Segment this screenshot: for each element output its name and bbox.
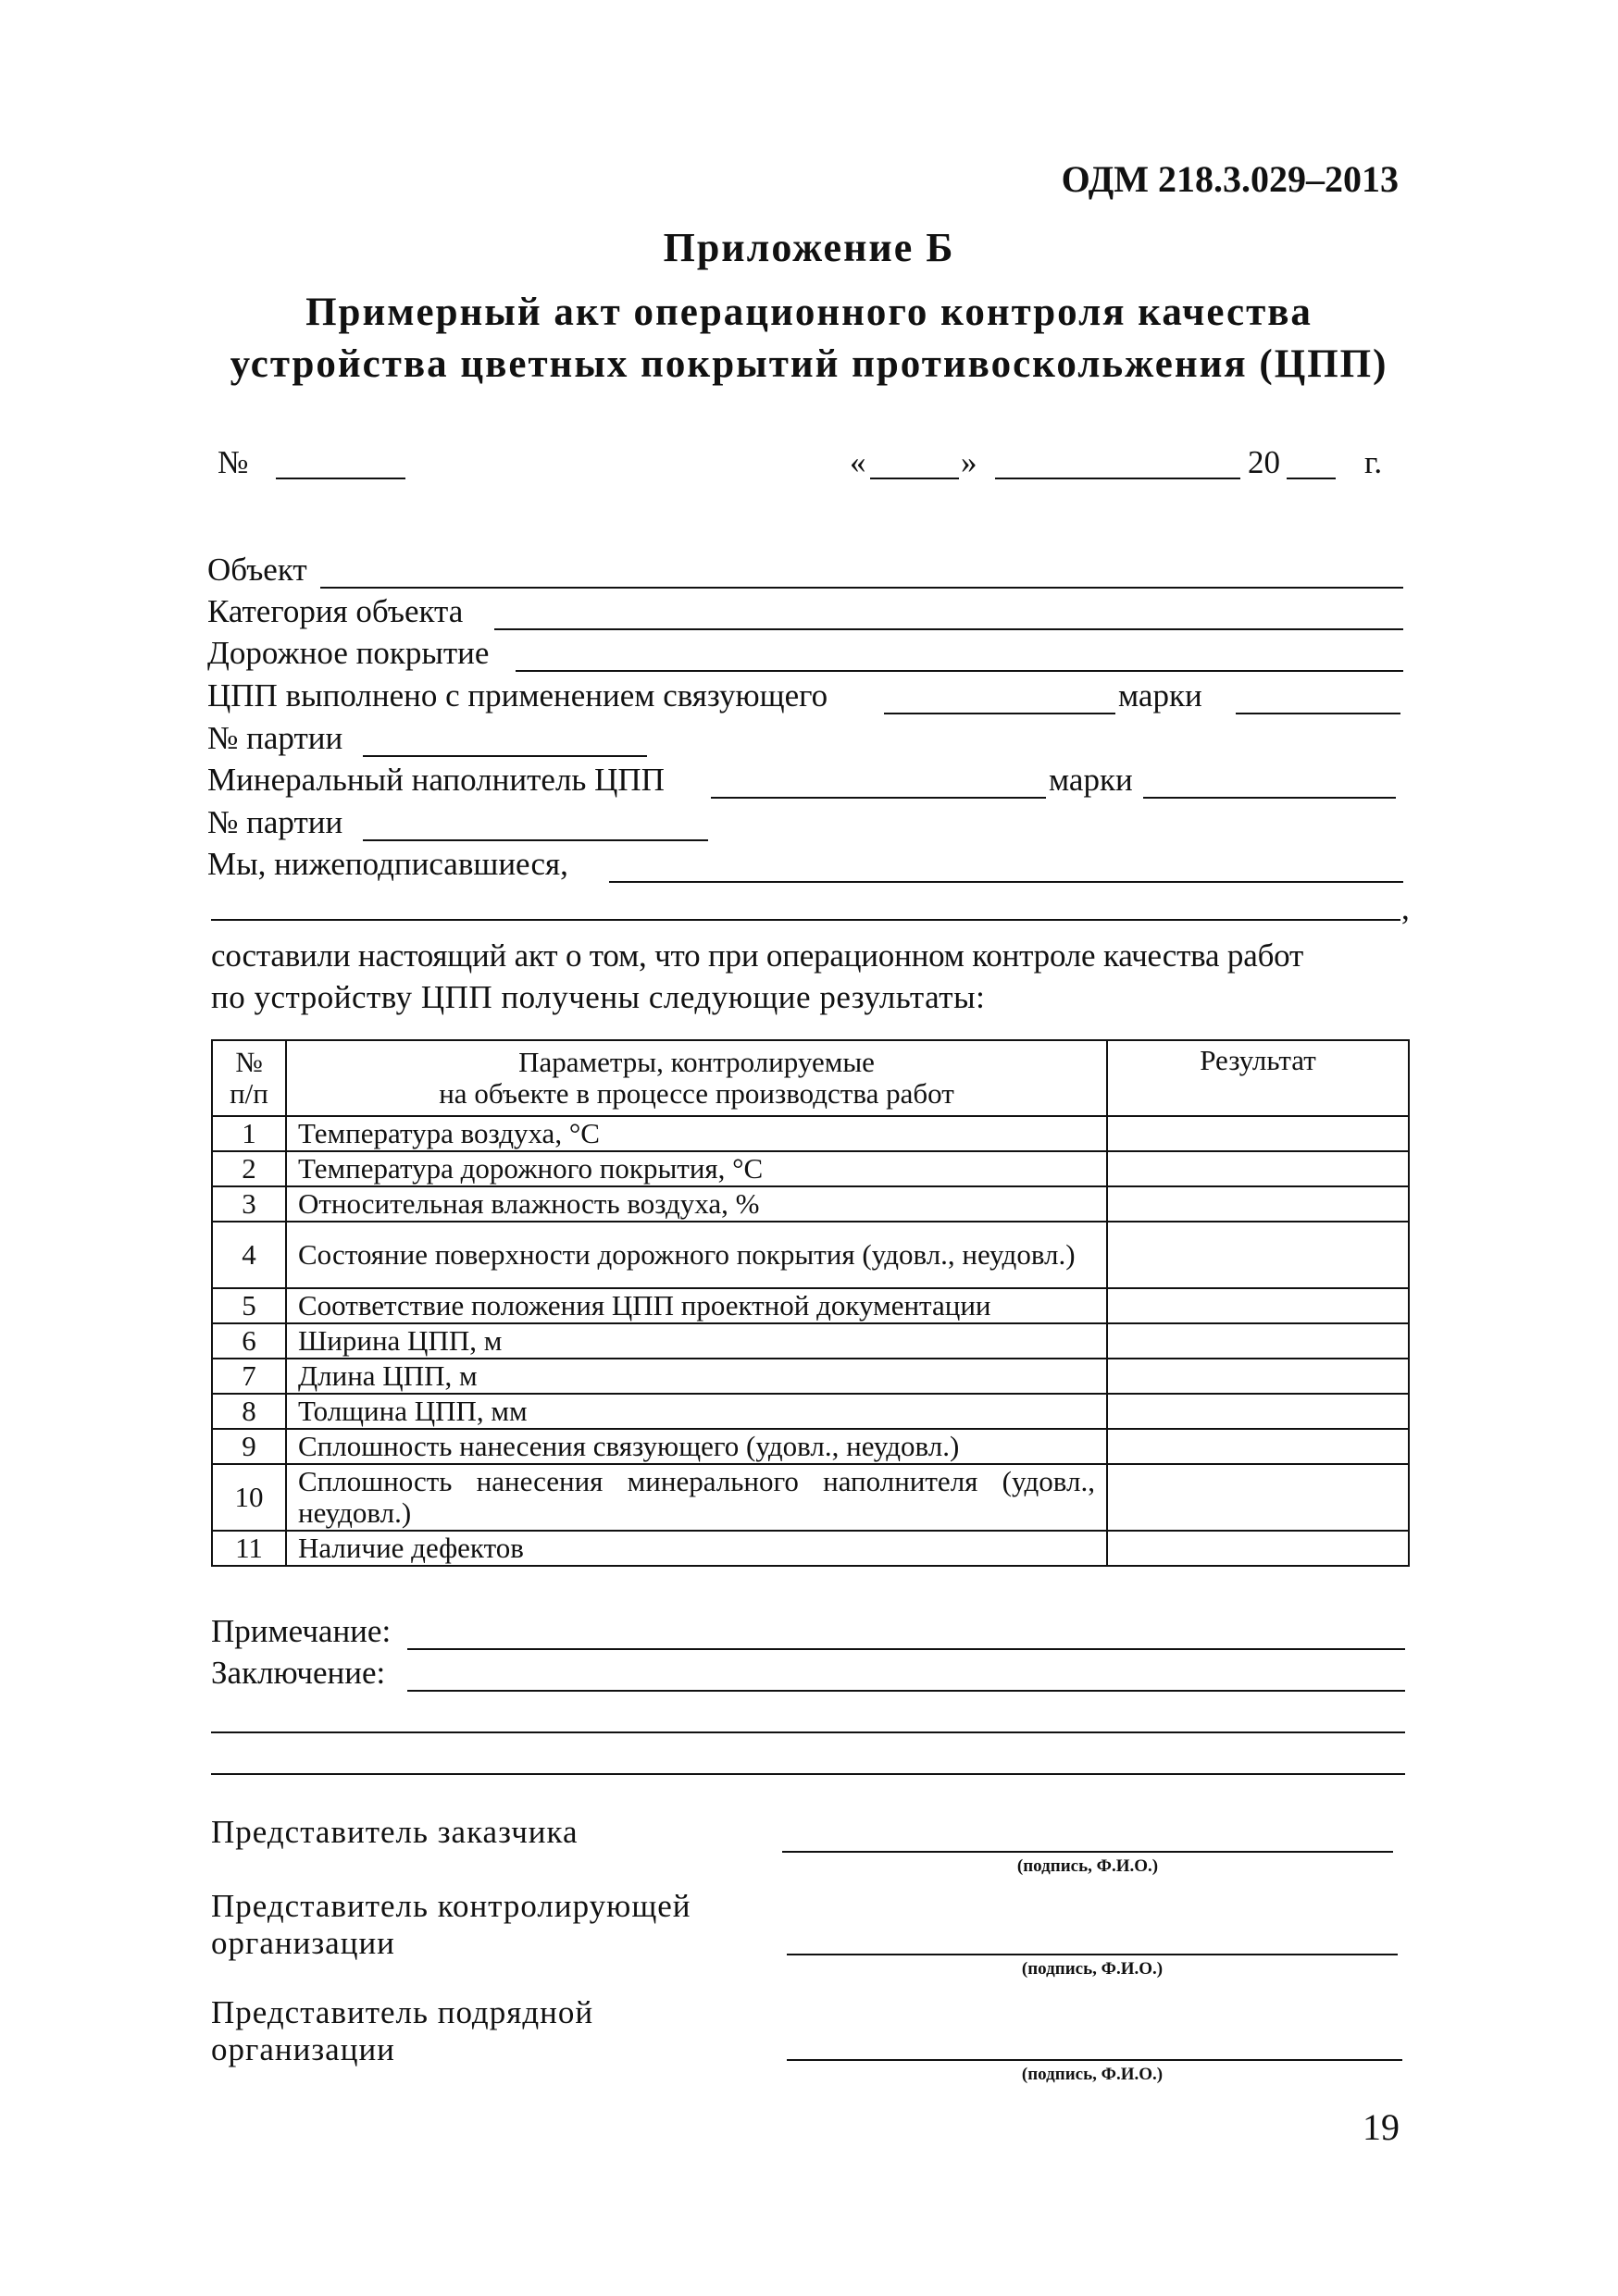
statement-line-1: составили настоящий акт о том, что при операционном контроле качества работ [211,937,1304,974]
control-signature-hint: (подпись, Ф.И.О.) [1021,1959,1164,1979]
appendix-heading: Приложение Б [663,225,955,270]
binder-brand-field[interactable] [1236,713,1400,714]
contractor-representative-label [211,1994,593,2068]
row-parameter: Сплошность нанесения связующего (удовл., неудовл.) [286,1429,1107,1464]
object-label: Объект [207,552,307,588]
binder-field[interactable] [884,713,1115,714]
title-line-2: устройства цветных покрытий противоскольжения (ЦПП) [230,342,1388,386]
customer-signature-field[interactable] [782,1851,1393,1853]
control-representative-line1: Представитель контролирующей [211,1888,691,1924]
row-result-cell[interactable] [1107,1222,1409,1288]
table-row [212,1186,1409,1222]
table-row [212,1323,1409,1359]
undersigned-label: Мы, нижеподписавшиеся, [207,846,568,882]
row-result-cell[interactable] [1107,1186,1409,1222]
row-number: 7 [212,1359,286,1394]
undersigned-field-continued[interactable] [211,919,1400,921]
conclusion-field[interactable] [407,1690,1405,1692]
row-result-cell[interactable] [1107,1288,1409,1323]
filler-brand-field[interactable] [1143,797,1396,799]
row-result-cell[interactable] [1107,1464,1409,1531]
customer-signature-hint: (подпись, Ф.И.О.) [1016,1856,1159,1876]
row-parameter: Ширина ЦПП, м [286,1323,1107,1359]
conclusion-field-line3[interactable] [211,1773,1405,1775]
filler-brand-label: марки [1049,762,1133,798]
conclusion-field-line2[interactable] [211,1731,1405,1733]
act-number-blank[interactable] [276,478,405,479]
row-result-cell[interactable] [1107,1116,1409,1151]
year-suffix: г. [1364,444,1383,480]
note-field[interactable] [407,1648,1405,1650]
row-parameter: Температура дорожного покрытия, °С [286,1151,1107,1186]
document-code: ОДМ 218.3.029–2013 [1061,158,1399,200]
note-label: Примечание: [211,1613,392,1649]
control-representative-line2: организации [211,1925,395,1961]
contractor-signature-field[interactable] [787,2059,1402,2061]
day-quote-close: » [961,444,977,480]
filler-label: Минеральный наполнитель ЦПП [207,762,665,798]
year-prefix: 20 [1248,444,1280,480]
filler-field[interactable] [711,797,1046,799]
table-row [212,1288,1409,1323]
category-label: Категория объекта [207,593,464,629]
row-parameter: Толщина ЦПП, мм [286,1394,1107,1429]
row-parameter: Относительная влажность воздуха, % [286,1186,1107,1222]
row-number: 5 [212,1288,286,1323]
row-parameter: Наличие дефектов [286,1531,1107,1566]
binder-label: ЦПП выполнено с применением связующего [207,677,828,714]
undersigned-comma: , [1401,890,1410,926]
table-row [212,1359,1409,1394]
col-number-header-line2: п/п [230,1077,268,1110]
table-row [212,1394,1409,1429]
table-row [212,1116,1409,1151]
table-row [212,1464,1409,1531]
col-parameter-header-line2: на объекте в процессе производства работ [439,1077,954,1110]
road-surface-label: Дорожное покрытие [207,635,490,671]
row-result-cell[interactable] [1107,1151,1409,1186]
col-number-header-line1: № [235,1046,263,1078]
table-row [212,1429,1409,1464]
conclusion-label: Заключение: [211,1655,386,1691]
col-parameter-header-line1: Параметры, контролируемые [518,1046,875,1078]
statement-line-2: по устройству ЦПП получены следующие результаты: [211,979,986,1015]
row-parameter: Состояние поверхности дорожного покрытия (удовл., неудовл.) [286,1222,1107,1288]
row-number: 9 [212,1429,286,1464]
table-row [212,1222,1409,1288]
document-title [185,287,1433,391]
object-field[interactable] [320,587,1403,589]
col-parameter-header [286,1040,1107,1116]
row-parameter: Длина ЦПП, м [286,1359,1107,1394]
col-number-header [212,1040,286,1116]
row-result-cell[interactable] [1107,1394,1409,1429]
undersigned-field[interactable] [609,881,1403,883]
month-blank[interactable] [995,478,1240,479]
contractor-representative-line1: Представитель подрядной [211,1994,594,2030]
binder-batch-field[interactable] [363,755,647,757]
day-blank[interactable] [870,478,959,479]
customer-representative-label [211,1814,579,1851]
table-row [212,1151,1409,1186]
row-number: 11 [212,1531,286,1566]
year-blank[interactable] [1287,478,1336,479]
control-signature-field[interactable] [787,1954,1398,1955]
category-field[interactable] [494,628,1403,630]
row-parameter: Сплошность нанесения минерального наполнителя (удовл., неудовл.) [286,1464,1107,1531]
control-representative-label [211,1888,691,1962]
row-result-cell[interactable] [1107,1323,1409,1359]
day-quote-open: « [850,444,866,480]
filler-batch-label: № партии [207,804,343,840]
contractor-signature-hint: (подпись, Ф.И.О.) [1021,2065,1164,2084]
act-number-label: № [218,444,249,480]
road-surface-field[interactable] [516,670,1403,672]
table-header-row [212,1040,1409,1116]
filler-batch-field[interactable] [363,839,708,841]
row-number: 10 [212,1464,286,1531]
row-number: 4 [212,1222,286,1288]
title-line-1: Примерный акт операционного контроля качества [305,291,1313,334]
row-number: 6 [212,1323,286,1359]
row-result-cell[interactable] [1107,1429,1409,1464]
row-number: 8 [212,1394,286,1429]
parameters-table [211,1039,1410,1567]
customer-representative-text: Представитель заказчика [211,1814,579,1850]
row-result-cell[interactable] [1107,1531,1409,1566]
table-row [212,1531,1409,1566]
col-result-header: Результат [1107,1040,1409,1116]
binder-brand-label: марки [1118,677,1202,714]
row-number: 1 [212,1116,286,1151]
binder-batch-label: № партии [207,720,343,756]
row-result-cell[interactable] [1107,1359,1409,1394]
row-parameter: Соответствие положения ЦПП проектной документации [286,1288,1107,1323]
row-number: 3 [212,1186,286,1222]
page-number: 19 [1363,2106,1400,2148]
contractor-representative-line2: организации [211,2031,395,2067]
row-number: 2 [212,1151,286,1186]
row-parameter: Температура воздуха, °С [286,1116,1107,1151]
